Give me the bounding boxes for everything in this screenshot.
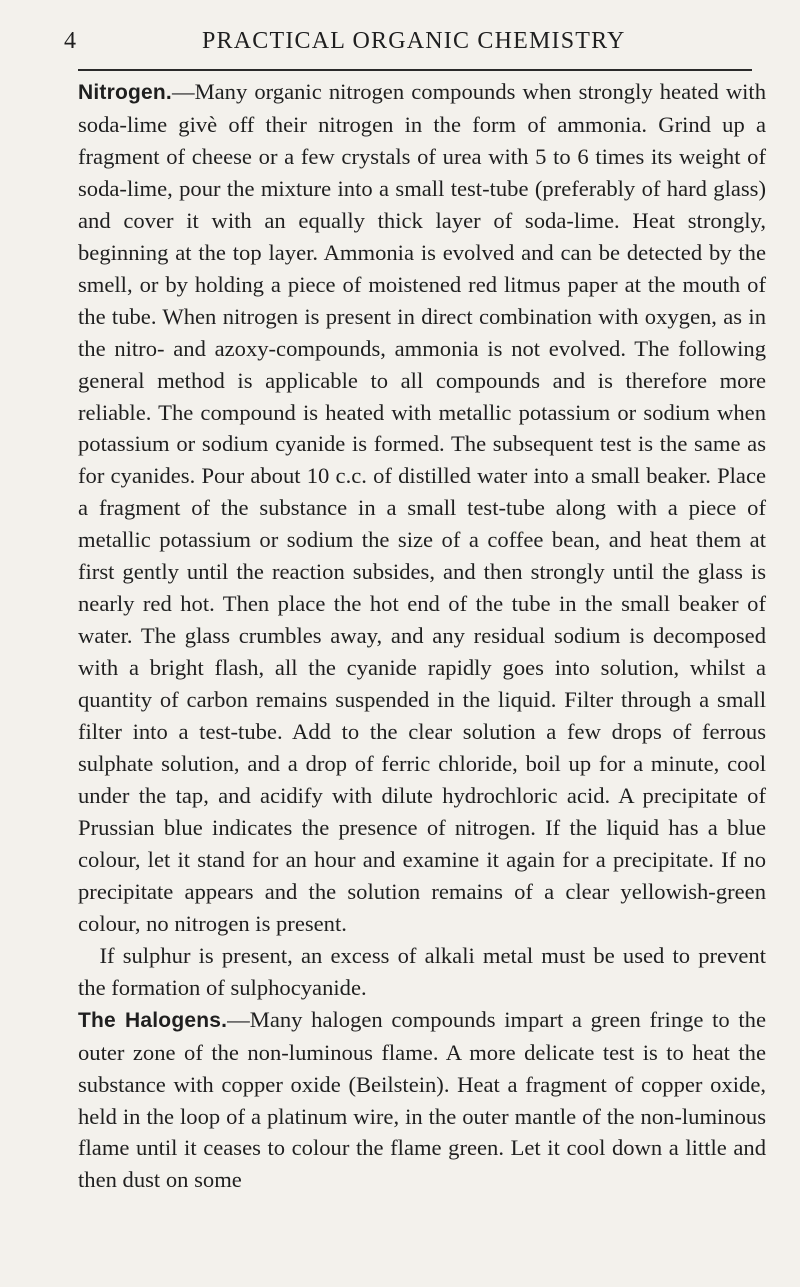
header-rule: [78, 69, 752, 71]
paragraph-nitrogen: [78, 76, 766, 940]
running-head: [64, 26, 764, 62]
paragraph-halogens-text: —Many halogen compounds impart a green fringe to the outer zone of the non-luminous flame. A more delicate test is to heat the substance with copper oxide (Beilstein). Heat a fragment of copper oxide, held in the loop of a platinum wire, in the outer mantle of the non-luminous flame until it ceases to colour the flame green. Let it cool down a little and then dust on some: [78, 1006, 766, 1193]
body-text: [78, 76, 766, 1196]
paragraph-sulphur-note-text: If sulphur is present, an excess of alkali metal must be used to prevent the formation of sulphocyanide.: [78, 942, 766, 1000]
paragraph-sulphur-note: [78, 940, 766, 1004]
paragraph-halogens: [78, 1004, 766, 1197]
running-title: PRACTICAL ORGANIC CHEMISTRY: [202, 28, 626, 54]
paragraph-nitrogen-text: —Many organic nitrogen compounds when strongly heated with soda-lime givè off their nitrogen in the form of ammonia. Grind up a fragment of cheese or a few crystals of urea with 5 to 6 times its weight of soda-lime, pour the mixture into a small test-tube (preferably of hard glass) and cover it with an equally thick layer of soda-lime. Heat strongly, beginning at the top layer. Ammonia is evolved and can be detected by the smell, or by holding a piece of moistened red litmus paper at the mouth of the tube. When nitrogen is present in direct combination with oxygen, as in the nitro- and azoxy-compounds, ammonia is not evolved. The following general method is applicable to all compounds and is therefore more reliable. The compound is heated with metallic potassium or sodium when potassium or sodium cyanide is formed. The subsequent test is the same as for cyanides. Pour about 10 c.c. of distilled water into a small beaker. Place a fragment of the substance in a small test-tube along with a piece of metallic potassium or sodium the size of a coffee bean, and heat them at first gently until the reaction subsides, and then strongly until the glass is nearly red hot. Then place the hot end of the tube in the small beaker of water. The glass crumbles away, and any residual sodium is decomposed with a bright flash, all the cyanide rapidly goes into solution, whilst a quantity of carbon remains suspended in the liquid. Filter through a small filter into a test-tube. Add to the clear solution a few drops of ferrous sulphate solution, and a drop of ferric chloride, boil up for a minute, cool under the tap, and acidify with dilute hydrochloric acid. A precipitate of Prussian blue indicates the presence of nitrogen. If the liquid has a blue colour, let it stand for an hour and examine it again for a precipitate. If no precipitate appears and the solution remains of a clear yellowish-green colour, no nitrogen is present.: [78, 79, 766, 936]
section-heading-nitrogen: Nitrogen.: [78, 81, 172, 104]
page-number: 4: [64, 28, 77, 54]
section-heading-halogens: The Halogens.: [78, 1008, 228, 1032]
